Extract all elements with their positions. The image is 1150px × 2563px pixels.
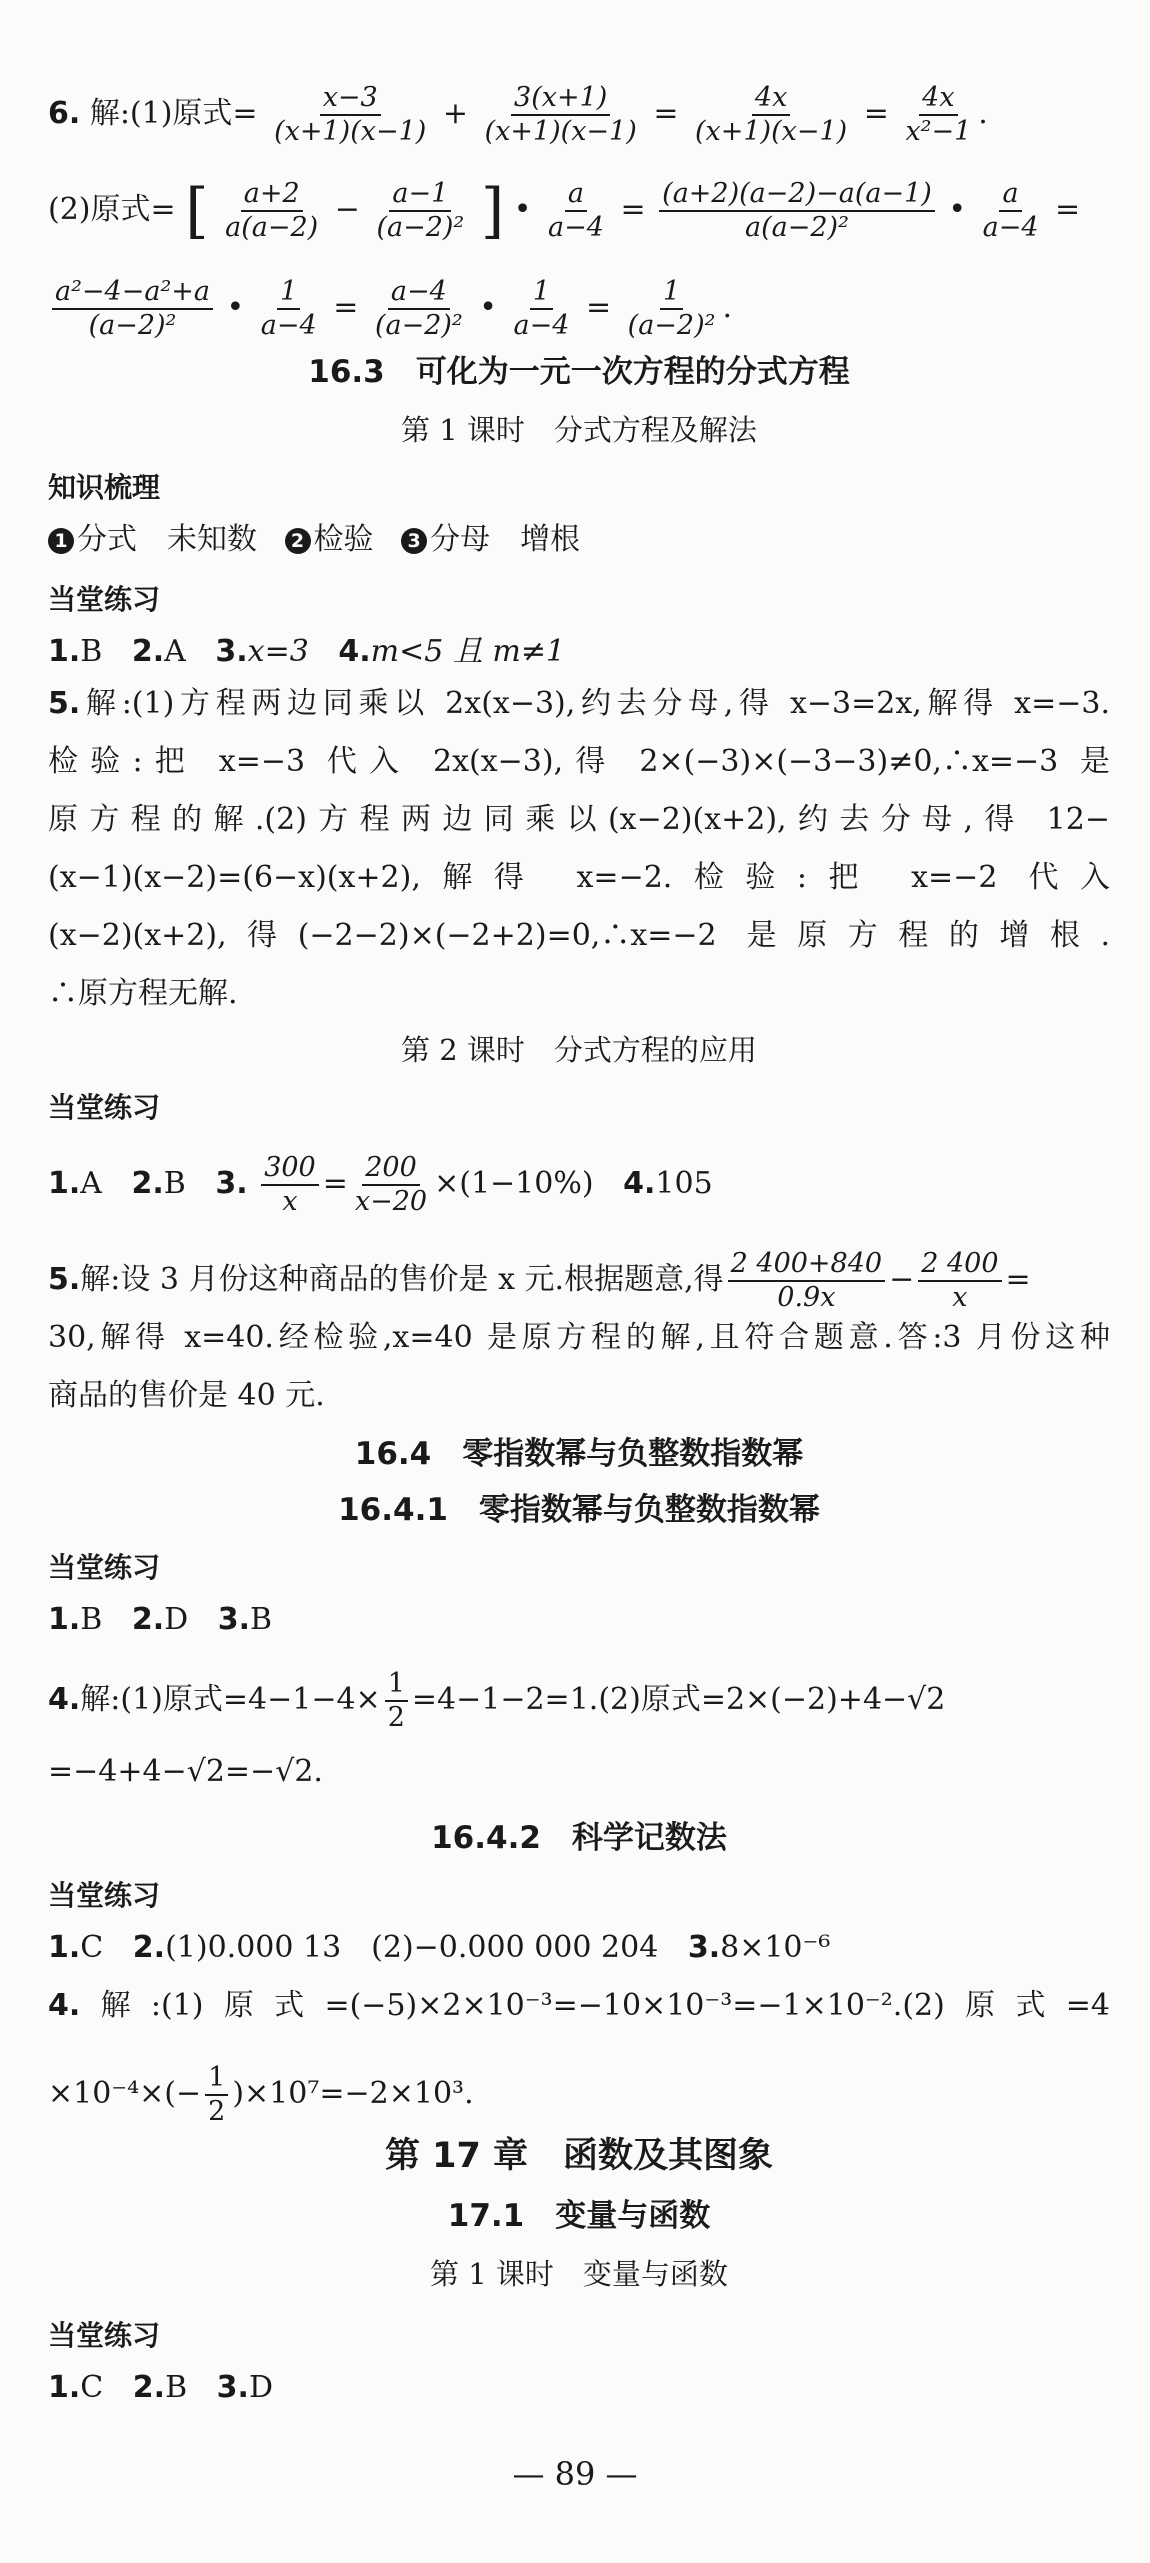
fraction (258, 276, 320, 342)
q-number: 4. (623, 1166, 656, 1201)
numerator: a−1 (389, 178, 451, 212)
q4-line (48, 2062, 474, 2128)
answer: C (80, 1930, 104, 1965)
fraction (261, 1152, 319, 1218)
operator: • (513, 192, 532, 227)
heading-practice: 当堂练习 (48, 1551, 161, 1584)
denominator: a−4 (982, 212, 1039, 243)
q-number: 2. (132, 2370, 166, 2405)
numerator: a²−4−a²+a (52, 276, 213, 310)
operator: = (863, 96, 889, 131)
knowledge-text: 分式 未知数 (77, 522, 257, 557)
denominator: (a−2)² (627, 310, 716, 341)
chapter-title: 第 17 章 函数及其图象 (384, 2136, 774, 2176)
q4-line: =−4+4−√2=−√2. (48, 1754, 323, 1789)
operator: = (585, 290, 612, 325)
operator: = (322, 1166, 348, 1201)
answer: D (248, 2370, 274, 2405)
answer: ×(1−10%) (434, 1166, 594, 1201)
number-badge: 1 (48, 528, 74, 554)
numerator: a+2 (241, 178, 303, 212)
q4-text: =4−1−2=1.(2)原式=2×(−2)+4−√2 (411, 1682, 946, 1717)
answers-row (48, 1600, 272, 1640)
answer: B (80, 634, 103, 669)
numerator: 1 (660, 276, 683, 310)
denominator: x−20 (354, 1186, 428, 1217)
operator: • (479, 290, 497, 325)
q-number: 3. (217, 1602, 251, 1637)
fraction (372, 276, 466, 342)
operator: • (226, 290, 245, 325)
fraction (222, 178, 321, 244)
numerator: a−4 (388, 276, 450, 310)
q6-part1 (48, 82, 988, 148)
q-number: 4. (48, 1682, 81, 1717)
answers-row (48, 632, 565, 672)
knowledge-text: 分母 增根 (430, 522, 581, 557)
q-number: 1. (48, 1930, 81, 1965)
q-number: 5. (48, 686, 81, 721)
numerator: 3(x+1) (511, 82, 610, 116)
denominator: x (952, 1282, 968, 1313)
q-number: 2. (132, 1930, 166, 1965)
heading-practice: 当堂练习 (48, 2319, 161, 2352)
q4-line (48, 1986, 1110, 2026)
fraction (511, 276, 573, 342)
q5-line: 商品的售价是 40 元. (48, 1378, 325, 1413)
right-bracket: ] (480, 176, 505, 246)
page-number: — 89 — (512, 2455, 638, 2493)
q6-part2 (48, 178, 1080, 244)
answer: B (80, 1602, 103, 1637)
heading-practice: 当堂练习 (48, 583, 161, 616)
denominator: 0.9x (777, 1282, 836, 1313)
q5-line: (x−1)(x−2)=(6−x)(x+2),解得 x=−2.检验:把 x=−2 代入 (48, 860, 1110, 895)
answers-row (48, 1152, 713, 1218)
q4-text: 解:(1)原式=4−1−4× (80, 1682, 381, 1717)
q-number: 1. (48, 1602, 81, 1637)
fraction (352, 1152, 430, 1218)
operator: = (333, 290, 359, 325)
q4-text: ×10⁻⁴×(− (48, 2076, 202, 2111)
lesson-title: 第 2 课时 分式方程的应用 (401, 1033, 757, 1067)
fraction (545, 178, 607, 244)
denominator: (x+1)(x−1) (274, 116, 427, 147)
fraction (271, 82, 429, 148)
q5-line: 检验:把 x=−3 代入 2x(x−3),得 2×(−3)×(−3−3)≠0,∴x=−3 是 (48, 744, 1110, 779)
denominator: x²−1 (905, 116, 972, 147)
operator: = (653, 96, 679, 131)
numerator: 4x (752, 82, 790, 116)
numerator: 300 (261, 1152, 319, 1186)
q4-text: 解:(1)原式=(−5)×2×10⁻³=−10×10⁻³=−1×10⁻².(2)原式=4 (80, 1988, 1110, 2023)
section-title: 17.1 变量与函数 (447, 2198, 711, 2234)
answer: B (163, 1166, 186, 1201)
denominator: a(a−2) (225, 212, 319, 243)
section-title: 16.4 零指数幂与负整数指数幂 (354, 1436, 804, 1472)
denominator: (a−2)² (376, 212, 465, 243)
fraction (692, 82, 850, 148)
q5-line: 30,解得 x=40.经检验,x=40 是原方程的解,且符合题意.答:3 月份这种 (48, 1320, 1110, 1355)
heading-knowledge: 知识梳理 (48, 471, 161, 504)
q5-line (48, 684, 1110, 724)
fraction (918, 1248, 1001, 1314)
numerator: 2 400+840 (728, 1248, 885, 1282)
fraction (205, 2062, 228, 2128)
q-number: 4. (338, 634, 371, 669)
q5-line (48, 1248, 1031, 1314)
fraction (728, 1248, 885, 1314)
numerator: (a+2)(a−2)−a(a−1) (659, 178, 935, 212)
left-bracket: [ (185, 176, 209, 246)
fraction (980, 178, 1042, 244)
operator: = (1005, 1262, 1031, 1297)
q-number: 4. (48, 1988, 81, 2023)
answer: A (80, 1166, 102, 1201)
subsection-title: 16.4.2 科学记数法 (431, 1820, 727, 1856)
numerator: 1 (385, 1668, 408, 1702)
q6-part2-cont (48, 276, 732, 342)
operator: − (334, 192, 360, 227)
fraction (385, 1668, 408, 1734)
answer: 8×10⁻⁶ (720, 1930, 831, 1965)
heading-practice: 当堂练习 (48, 1879, 161, 1912)
operator: − (889, 1262, 915, 1297)
q-number: 2. (131, 1166, 164, 1201)
denominator: a−4 (260, 310, 317, 341)
fraction (625, 276, 719, 342)
heading-practice: 当堂练习 (48, 1091, 161, 1124)
q-number: 3. (215, 1166, 248, 1201)
numerator: 2 400 (918, 1248, 1001, 1282)
numerator: a (565, 178, 587, 212)
operator: • (948, 192, 967, 227)
number-badge: 3 (401, 528, 427, 554)
q-number: 3. (216, 2370, 249, 2405)
numerator: 1 (205, 2062, 228, 2096)
answer: 105 (655, 1166, 713, 1201)
q-number: 1. (48, 634, 81, 669)
numerator: 4x (919, 82, 957, 116)
q4-text: )×10⁷=−2×10³. (232, 2076, 474, 2111)
denominator: 2 (208, 2096, 226, 2127)
subsection-title: 16.4.1 零指数幂与负整数指数幂 (338, 1492, 820, 1528)
q-number: 2. (131, 634, 165, 669)
operator: = (1055, 192, 1081, 227)
operator: = (620, 192, 646, 227)
q5-text: 解:设 3 月份这种商品的售价是 x 元.根据题意,得 (80, 1262, 724, 1297)
answer: (1)0.000 13 (2)−0.000 000 204 (165, 1930, 659, 1965)
denominator: 2 (387, 1702, 405, 1733)
denominator: (x+1)(x−1) (484, 116, 637, 147)
fraction (659, 178, 935, 244)
answer: A (164, 634, 186, 669)
denominator: x (282, 1186, 298, 1217)
q5-text: 解:(1)方程两边同乘以 2x(x−3),约去分母,得 x−3=2x,解得 x=−3. (80, 686, 1110, 721)
fraction (52, 276, 213, 342)
knowledge-text: 检验 (313, 522, 374, 557)
denominator: (a−2)² (374, 310, 463, 341)
section-title: 16.3 可化为一元一次方程的分式方程 (308, 354, 850, 390)
answer: B (250, 1602, 273, 1637)
q6-part1-prefix: 解:(1)原式= (89, 96, 258, 131)
period: . (978, 96, 988, 131)
answer: B (165, 2370, 188, 2405)
denominator: a−4 (548, 212, 604, 243)
answer: C (80, 2370, 104, 2405)
denominator: (x+1)(x−1) (695, 116, 848, 147)
answers-row (48, 2368, 273, 2408)
q-number: 1. (48, 1166, 81, 1201)
answers-row (48, 1928, 830, 1968)
q4-line (48, 1668, 945, 1734)
numerator: 1 (277, 276, 300, 310)
q6-label: 6. (48, 96, 81, 131)
answer: x=3 (247, 634, 309, 669)
operator: + (442, 96, 469, 131)
q-number: 3. (215, 634, 248, 669)
numerator: 1 (530, 276, 553, 310)
numerator: 200 (362, 1152, 420, 1186)
q-number: 2. (131, 1602, 165, 1637)
numerator: x−3 (320, 82, 381, 116)
q5-line: 原方程的解.(2)方程两边同乘以(x−2)(x+2),约去分母,得 12− (48, 802, 1110, 837)
denominator: (a−2)² (88, 310, 177, 341)
q-number: 3. (687, 1930, 721, 1965)
denominator: a(a−2)² (745, 212, 849, 243)
q-number: 5. (48, 1262, 81, 1297)
q5-line: ∴原方程无解. (48, 976, 238, 1011)
number-badge: 2 (285, 528, 311, 554)
q-number: 1. (48, 2370, 81, 2405)
fraction (902, 82, 974, 148)
knowledge-items (48, 520, 580, 560)
answer: D (164, 1602, 189, 1637)
q6-part2-prefix: (2)原式= (48, 192, 176, 227)
denominator: a−4 (513, 310, 570, 341)
q5-line: (x−2)(x+2),得(−2−2)×(−2+2)=0,∴x=−2 是原方程的增根. (48, 918, 1110, 953)
fraction (482, 82, 640, 148)
fraction (373, 178, 467, 244)
numerator: a (999, 178, 1021, 212)
answer: m<5 且 m≠1 (370, 634, 566, 669)
lesson-title: 第 1 课时 变量与函数 (430, 2257, 728, 2291)
period: . (722, 290, 733, 325)
lesson-title: 第 1 课时 分式方程及解法 (401, 413, 757, 447)
